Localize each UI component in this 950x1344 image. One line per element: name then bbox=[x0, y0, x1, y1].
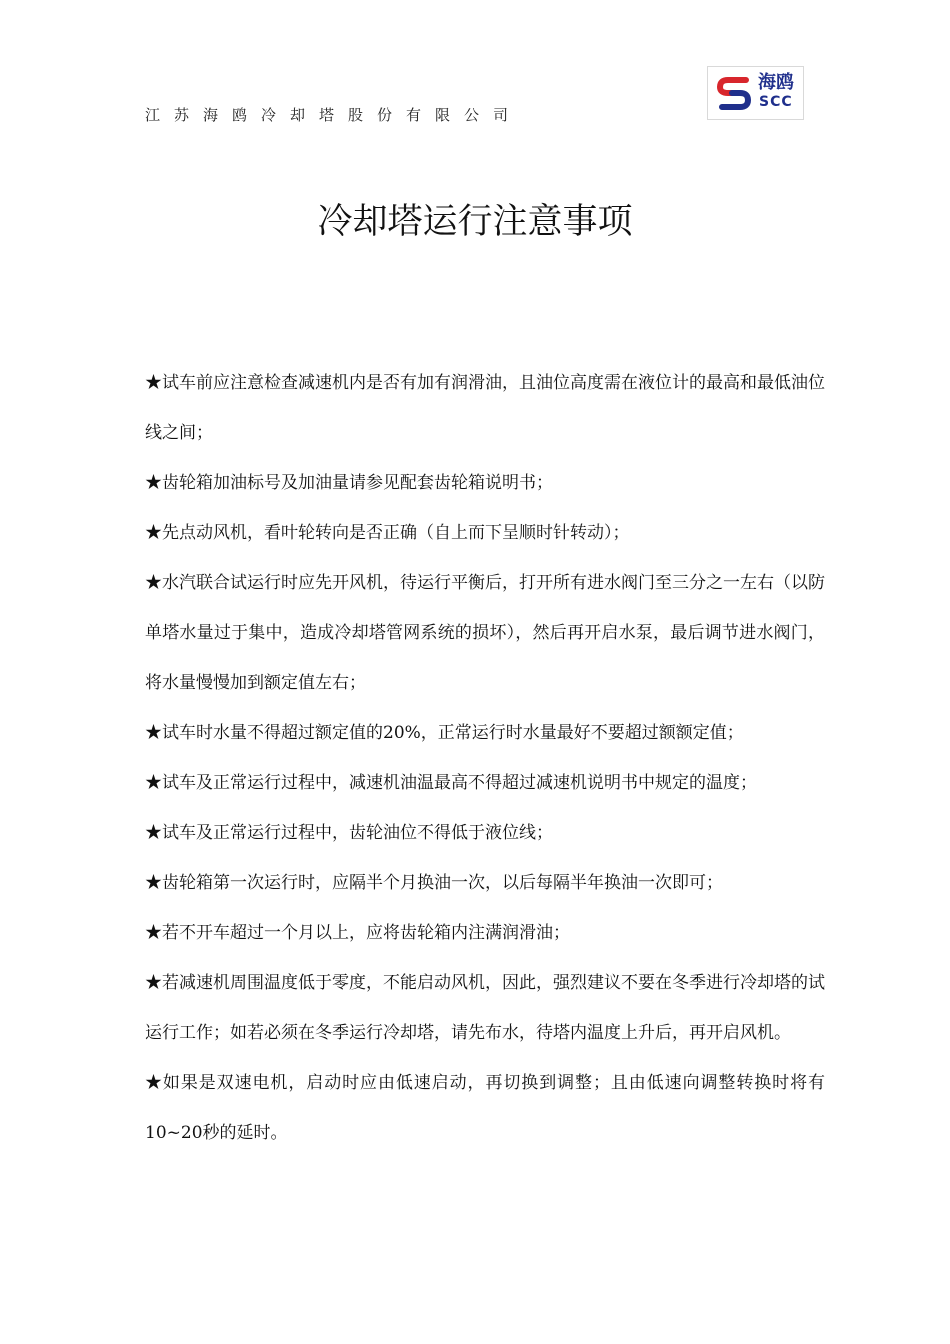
notice-item: ★水汽联合试运行时应先开风机，待运行平衡后，打开所有进水阀门至三分之一左右（以防单塔水量过于集中，造成冷却塔管网系统的损坏），然后再开启水泵，最后调节进水阀门，将水量慢慢加到额定值左右； bbox=[145, 573, 825, 693]
notice-item: ★若减速机周围温度低于零度，不能启动风机，因此，强烈建议不要在冬季进行冷却塔的试运行工作；如若必须在冬季运行冷却塔，请先布水，待塔内温度上升后，再开启风机。 bbox=[145, 973, 825, 1043]
notice-list bbox=[145, 358, 825, 1158]
page-title: 冷却塔运行注意事项 bbox=[317, 202, 633, 242]
notice-item: ★如果是双速电机，启动时应由低速启动，再切换到调整；且由低速向调整转换时将有10~20秒的延时。 bbox=[145, 1073, 825, 1143]
notice-item: ★齿轮箱加油标号及加油量请参见配套齿轮箱说明书； bbox=[145, 473, 553, 493]
logo-cn-text: 海鸥 bbox=[758, 72, 794, 93]
notice-item: ★试车及正常运行过程中，减速机油温最高不得超过减速机说明书中规定的温度； bbox=[145, 773, 757, 793]
company-logo bbox=[707, 66, 804, 120]
scc-s-logo-icon bbox=[714, 73, 754, 113]
notice-item: ★先点动风机，看叶轮转向是否正确（自上而下呈顺时针转动）； bbox=[145, 523, 630, 543]
notice-item: ★若不开车超过一个月以上，应将齿轮箱内注满润滑油； bbox=[145, 923, 570, 943]
notice-item: ★齿轮箱第一次运行时，应隔半个月换油一次，以后每隔半年换油一次即可； bbox=[145, 873, 723, 893]
logo-en-text: SCC bbox=[759, 94, 793, 110]
notice-item: ★试车及正常运行过程中，齿轮油位不得低于液位线； bbox=[145, 823, 553, 843]
notice-item: ★试车前应注意检查减速机内是否有加有润滑油，且油位高度需在液位计的最高和最低油位线之间； bbox=[145, 373, 825, 443]
notice-item: ★试车时水量不得超过额定值的20%，正常运行时水量最好不要超过额额定值； bbox=[145, 723, 744, 743]
company-name-header: 江苏海鸥冷却塔股份有限公司 bbox=[145, 106, 523, 124]
